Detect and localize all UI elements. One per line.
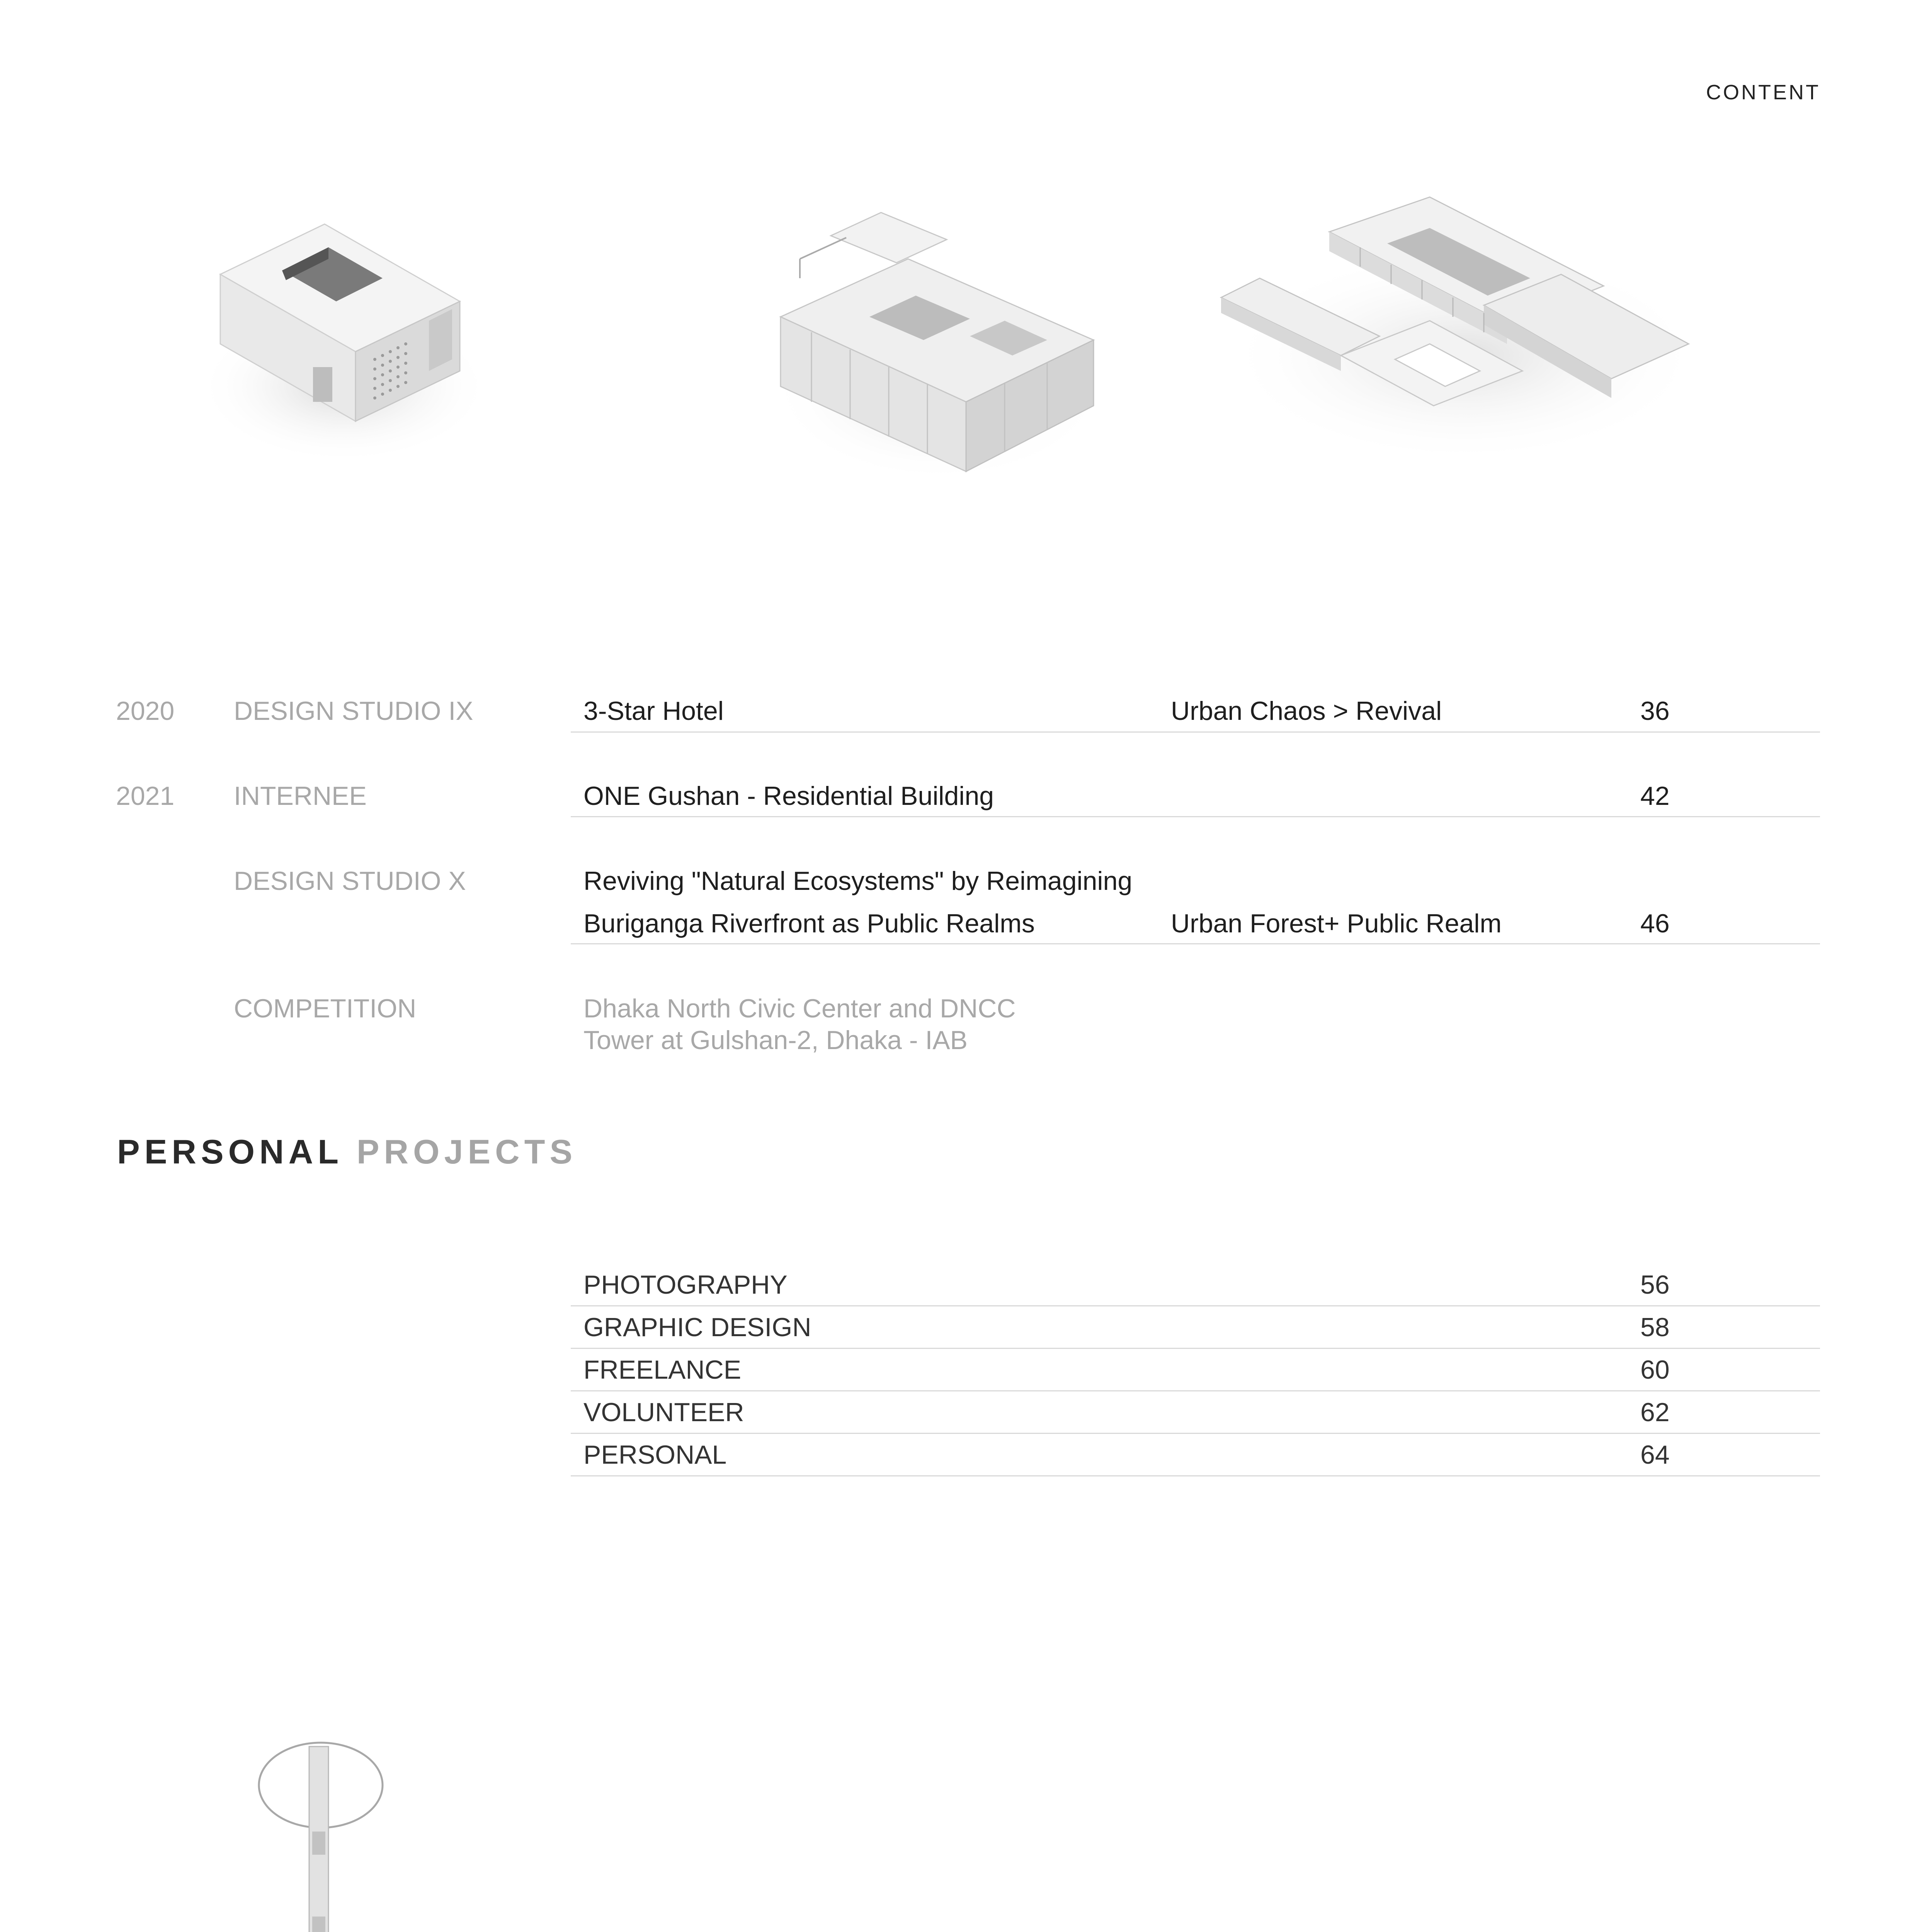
- item-label: PHOTOGRAPHY: [583, 1270, 788, 1299]
- course-label: DESIGN STUDIO IX: [234, 696, 473, 726]
- year-label: 2020: [116, 696, 175, 726]
- hotel-model-image: [182, 205, 502, 475]
- row-divider: [571, 943, 1820, 944]
- project-title-line-1: Reviving "Natural Ecosystems" by Reimagining: [583, 866, 1133, 896]
- page-number: 60: [1640, 1355, 1670, 1384]
- project-title-line-2: Buriganga Riverfront as Public Realms: [583, 909, 1035, 938]
- row-divider: [571, 731, 1820, 733]
- residential-building-image: [754, 201, 1121, 495]
- row-divider: [571, 1475, 1820, 1476]
- item-label: FREELANCE: [583, 1355, 742, 1384]
- item-label: PERSONAL: [583, 1440, 727, 1469]
- riverfront-complex-image: [1213, 189, 1716, 491]
- project-theme: Urban Chaos > Revival: [1171, 696, 1442, 726]
- page-number: 58: [1640, 1313, 1670, 1342]
- course-label: DESIGN STUDIO X: [234, 866, 466, 896]
- page-number: 42: [1640, 781, 1670, 811]
- tower-render-image: [128, 1716, 553, 1932]
- row-divider: [571, 1305, 1820, 1306]
- item-label: GRAPHIC DESIGN: [583, 1313, 811, 1342]
- row-divider: [571, 816, 1820, 817]
- section-heading: [117, 1132, 577, 1172]
- item-label: VOLUNTEER: [583, 1398, 744, 1427]
- project-title: 3-Star Hotel: [583, 696, 724, 726]
- page-number: 64: [1640, 1440, 1670, 1469]
- project-theme: Urban Forest+ Public Realm: [1171, 909, 1502, 938]
- project-title-line-1: Dhaka North Civic Center and DNCC: [583, 994, 1016, 1023]
- project-title: ONE Gushan - Residential Building: [583, 781, 994, 811]
- course-label: COMPETITION: [234, 994, 417, 1023]
- heading-light-word: PROJECTS: [356, 1133, 577, 1171]
- row-divider: [571, 1348, 1820, 1349]
- row-divider: [571, 1433, 1820, 1434]
- page-number: 46: [1640, 909, 1670, 938]
- page-number: 62: [1640, 1398, 1670, 1427]
- year-label: 2021: [116, 781, 175, 811]
- course-label: INTERNEE: [234, 781, 367, 811]
- heading-bold-word: PERSONAL: [117, 1133, 343, 1171]
- project-title-line-2: Tower at Gulshan-2, Dhaka - IAB: [583, 1026, 968, 1055]
- page-number: 36: [1640, 696, 1670, 726]
- row-divider: [571, 1390, 1820, 1391]
- page-title: CONTENT: [1706, 81, 1820, 104]
- page-number: 56: [1640, 1270, 1670, 1299]
